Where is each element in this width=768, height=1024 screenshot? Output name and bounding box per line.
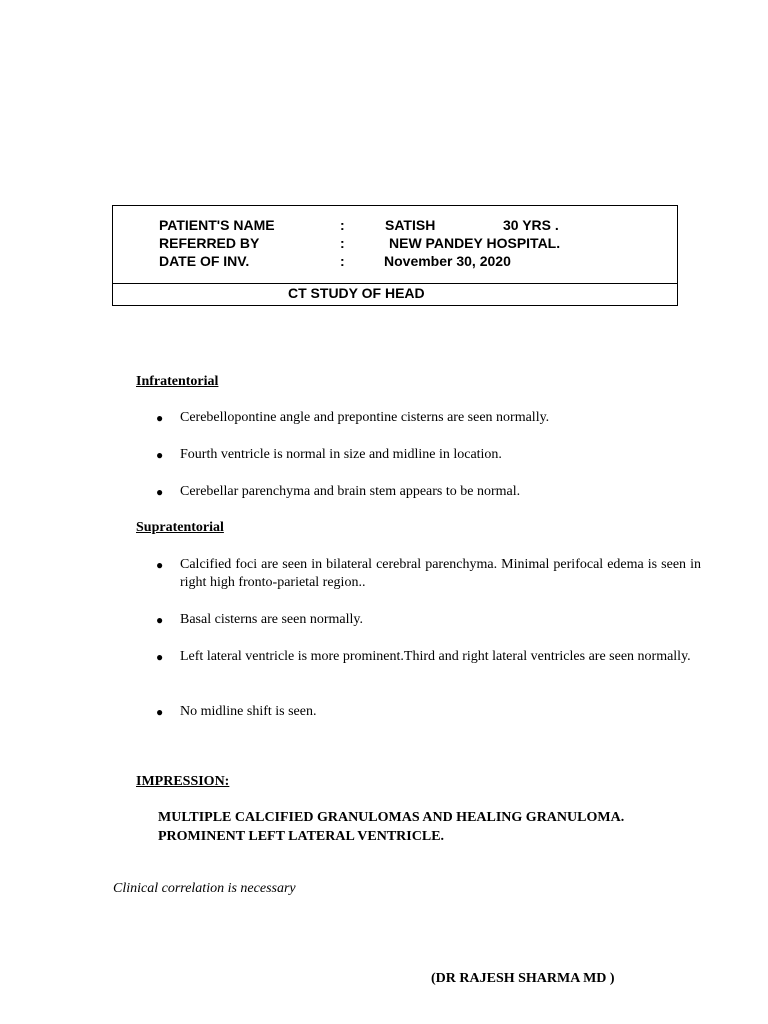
infratentorial-heading: Infratentorial <box>136 374 219 389</box>
bullet-icon: ● <box>156 485 164 499</box>
clinical-note: Clinical correlation is necessary <box>113 881 296 896</box>
bullet-icon: ● <box>156 650 164 664</box>
date-label: DATE OF INV. <box>159 253 250 269</box>
bullet-icon: ● <box>156 705 164 719</box>
study-title: CT STUDY OF HEAD <box>288 285 425 301</box>
supratentorial-heading: Supratentorial <box>136 520 224 535</box>
doctor-signature: (DR RAJESH SHARMA MD ) <box>431 971 615 986</box>
finding-text: Fourth ventricle is normal in size and midline in location. <box>180 447 502 462</box>
date-value: November 30, 2020 <box>384 253 511 269</box>
finding-text: No midline shift is seen. <box>180 704 317 719</box>
impression-heading: IMPRESSION: <box>136 774 230 789</box>
patient-name-label: PATIENT'S NAME <box>159 217 275 233</box>
impression-body <box>158 808 624 846</box>
supratentorial-finding <box>156 703 701 721</box>
patient-name-value: SATISH <box>385 217 436 233</box>
bullet-icon: ● <box>156 448 164 462</box>
finding-text: Left lateral ventricle is more prominent.Third and right lateral ventricles are seen normally. <box>180 649 691 664</box>
infratentorial-finding <box>156 483 701 501</box>
finding-text: Basal cisterns are seen normally. <box>180 612 363 627</box>
finding-text: Calcified foci are seen in bilateral cerebral parenchyma. Minimal perifocal edema is seen in right high fronto-parietal region.. <box>180 557 701 590</box>
supratentorial-finding <box>156 556 701 592</box>
date-colon: : <box>340 253 345 269</box>
patient-name-colon: : <box>340 217 345 233</box>
bullet-icon: ● <box>156 558 164 572</box>
supratentorial-finding <box>156 648 701 666</box>
patient-age-value: 30 YRS . <box>503 217 559 233</box>
infratentorial-finding <box>156 409 701 427</box>
bullet-icon: ● <box>156 411 164 425</box>
bullet-icon: ● <box>156 613 164 627</box>
infratentorial-finding <box>156 446 701 464</box>
impression-line: PROMINENT LEFT LATERAL VENTRICLE. <box>158 829 445 844</box>
patient-info-box <box>112 205 678 306</box>
supratentorial-finding <box>156 611 701 629</box>
referred-by-label: REFERRED BY <box>159 235 260 251</box>
impression-line: MULTIPLE CALCIFIED GRANULOMAS AND HEALING GRANULOMA. <box>158 810 625 825</box>
referred-by-colon: : <box>340 235 345 251</box>
referred-by-value: NEW PANDEY HOSPITAL. <box>389 235 561 251</box>
finding-text: Cerebellopontine angle and prepontine cisterns are seen normally. <box>180 410 550 425</box>
finding-text: Cerebellar parenchyma and brain stem appears to be normal. <box>180 484 521 499</box>
